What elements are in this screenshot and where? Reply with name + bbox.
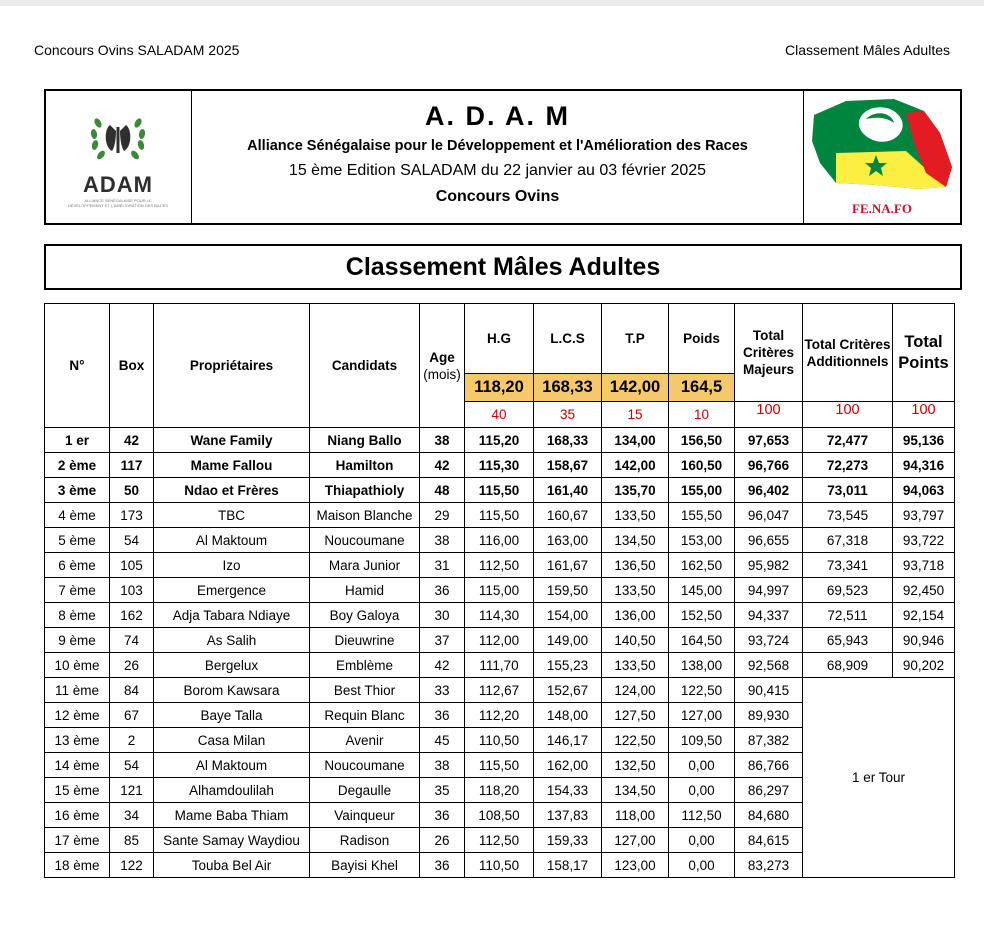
cell-owner: Casa Milan [154,728,310,753]
cell-tp: 142,00 [602,453,669,478]
weight-hg: 40 [465,402,534,428]
cell-hg: 115,50 [465,753,534,778]
cell-age: 33 [420,678,465,703]
cell-total-major: 84,680 [735,803,803,828]
cell-lcs: 155,23 [534,653,602,678]
cell-tp: 127,50 [602,703,669,728]
cell-age: 31 [420,553,465,578]
cell-age: 30 [420,603,465,628]
header-row [45,304,955,374]
cell-age: 36 [420,703,465,728]
weight-lcs: 35 [534,402,602,428]
table-row [45,503,955,528]
cell-lcs: 148,00 [534,703,602,728]
cell-age: 42 [420,453,465,478]
cell-rank: 12 ème [45,703,110,728]
cell-total-major: 96,766 [735,453,803,478]
cell-tp: 123,00 [602,853,669,878]
cell-candidate: Maison Blanche [310,503,420,528]
cell-age: 26 [420,828,465,853]
adam-logo [68,107,168,208]
cell-candidate: Degaulle [310,778,420,803]
edition-line: 15 ème Edition SALADAM du 22 janvier au 03 février 2025 [288,162,707,179]
cell-box: 34 [110,803,154,828]
cell-hg: 115,50 [465,503,534,528]
cell-total-major: 86,766 [735,753,803,778]
cell-total-major: 84,615 [735,828,803,853]
cell-candidate: Dieuwrine [310,628,420,653]
ranking-table [44,303,955,878]
cell-weight: 112,50 [669,803,735,828]
cell-lcs: 168,33 [534,428,602,453]
cell-rank: 6 ème [45,553,110,578]
cell-lcs: 154,00 [534,603,602,628]
cell-total-additional: 68,909 [803,653,893,678]
cell-hg: 115,50 [465,478,534,503]
standard-tp: 142,00 [602,374,669,402]
cell-tp: 132,50 [602,753,669,778]
cell-owner: Adja Tabara Ndiaye [154,603,310,628]
cell-total-major: 96,047 [735,503,803,528]
standard-lcs: 168,33 [534,374,602,402]
cell-weight: 122,50 [669,678,735,703]
cell-owner: Wane Family [154,428,310,453]
cell-candidate: Bayisi Khel [310,853,420,878]
cell-box: 42 [110,428,154,453]
cell-lcs: 152,67 [534,678,602,703]
cell-total-points: 90,202 [893,653,955,678]
adam-logo-text: ADAM [83,172,153,197]
cell-total-points: 90,946 [893,628,955,653]
org-header-text [192,91,803,223]
cell-hg: 112,50 [465,828,534,853]
cell-hg: 111,70 [465,653,534,678]
cell-weight: 127,00 [669,703,735,728]
cell-total-major: 83,273 [735,853,803,878]
cell-weight: 0,00 [669,753,735,778]
cell-tp: 127,00 [602,828,669,853]
first-round-label: 1 er Tour [803,678,955,878]
cell-candidate: Hamid [310,578,420,603]
cell-age: 35 [420,778,465,803]
cell-rank: 18 ème [45,853,110,878]
cell-box: 173 [110,503,154,528]
cell-age: 37 [420,628,465,653]
cell-total-major: 93,724 [735,628,803,653]
cell-total-additional: 73,545 [803,503,893,528]
cell-candidate: Noucoumane [310,528,420,553]
cell-total-points: 94,063 [893,478,955,503]
cell-age: 45 [420,728,465,753]
cell-total-major: 96,655 [735,528,803,553]
cell-rank: 15 ème [45,778,110,803]
cell-total-additional: 72,273 [803,453,893,478]
cell-total-additional: 65,943 [803,628,893,653]
cell-owner: Bergelux [154,653,310,678]
weight-weight: 10 [669,402,735,428]
cell-total-major: 86,297 [735,778,803,803]
cell-rank: 11 ème [45,678,110,703]
cell-rank: 8 ème [45,603,110,628]
adam-logo-cell [46,91,192,223]
cell-total-additional: 67,318 [803,528,893,553]
ranking-rows [45,428,955,878]
cell-owner: Alhamdoulilah [154,778,310,803]
cell-rank: 5 ème [45,528,110,553]
cell-total-major: 92,568 [735,653,803,678]
cell-age: 38 [420,528,465,553]
sheep-laurel-icon [88,107,148,169]
org-name: Alliance Sénégalaise pour le Développement et l'Amélioration des Races [247,138,748,154]
cell-box: 121 [110,778,154,803]
cell-lcs: 159,50 [534,578,602,603]
cell-candidate: Emblème [310,653,420,678]
cell-total-major: 96,402 [735,478,803,503]
cell-hg: 110,50 [465,853,534,878]
cell-box: 26 [110,653,154,678]
col-header-total-additional: Total Critères Additionnels [803,304,893,402]
adam-logo-subtext: ALLIANCE SÉNÉGALAISE POUR LE DÉVELOPPEMENT ET L'AMÉLIORATION DES RACES [68,198,168,208]
fenafo-logo-cell [803,91,960,223]
cell-lcs: 149,00 [534,628,602,653]
age-label: Age [429,349,455,365]
cell-weight: 160,50 [669,453,735,478]
cell-tp: 134,50 [602,778,669,803]
cell-candidate: Thiapathioly [310,478,420,503]
cell-total-points: 95,136 [893,428,955,453]
col-header-total-major: Total Critères Majeurs [735,304,803,402]
cell-age: 48 [420,478,465,503]
organization-header [44,89,962,225]
cell-candidate: Boy Galoya [310,603,420,628]
cell-candidate: Radison [310,828,420,853]
cell-rank: 3 ème [45,478,110,503]
table-row [45,628,955,653]
table-row [45,428,955,453]
cell-owner: As Salih [154,628,310,653]
cell-box: 84 [110,678,154,703]
cell-tp: 135,70 [602,478,669,503]
cell-box: 162 [110,603,154,628]
col-header-age [420,304,465,428]
cell-age: 42 [420,653,465,678]
running-header-left: Concours Ovins SALADAM 2025 [34,42,240,58]
cell-hg: 108,50 [465,803,534,828]
cell-rank: 14 ème [45,753,110,778]
cell-hg: 115,00 [465,578,534,603]
max-total-points: 100 [893,402,955,428]
cell-weight: 162,50 [669,553,735,578]
cell-candidate: Hamilton [310,453,420,478]
weight-tp: 15 [602,402,669,428]
cell-box: 67 [110,703,154,728]
cell-owner: Touba Bel Air [154,853,310,878]
cell-hg: 112,50 [465,553,534,578]
top-strip [0,0,984,6]
cell-lcs: 162,00 [534,753,602,778]
cell-owner: Al Maktoum [154,528,310,553]
cell-total-additional: 72,511 [803,603,893,628]
cell-tp: 124,00 [602,678,669,703]
cell-rank: 9 ème [45,628,110,653]
cell-total-major: 94,997 [735,578,803,603]
cell-tp: 134,00 [602,428,669,453]
table-row [45,678,955,703]
standard-weight: 164,5 [669,374,735,402]
cell-owner: Izo [154,553,310,578]
cell-lcs: 137,83 [534,803,602,828]
cell-box: 85 [110,828,154,853]
cell-weight: 155,00 [669,478,735,503]
cell-rank: 13 ème [45,728,110,753]
cell-weight: 153,00 [669,528,735,553]
cell-rank: 1 er [45,428,110,453]
cell-box: 117 [110,453,154,478]
cell-rank: 17 ème [45,828,110,853]
cell-total-major: 97,653 [735,428,803,453]
cell-total-points: 92,154 [893,603,955,628]
cell-age: 36 [420,578,465,603]
cell-weight: 0,00 [669,853,735,878]
cell-total-major: 94,337 [735,603,803,628]
cell-total-major: 87,382 [735,728,803,753]
cell-hg: 112,67 [465,678,534,703]
cell-age: 38 [420,753,465,778]
col-header-lcs: L.C.S [534,304,602,374]
cell-hg: 115,30 [465,453,534,478]
cell-lcs: 161,67 [534,553,602,578]
cell-tp: 118,00 [602,803,669,828]
cell-box: 122 [110,853,154,878]
col-header-weight: Poids [669,304,735,374]
cell-rank: 2 ème [45,453,110,478]
standard-hg: 118,20 [465,374,534,402]
cell-lcs: 158,67 [534,453,602,478]
cell-lcs: 163,00 [534,528,602,553]
col-header-box: Box [110,304,154,428]
cell-owner: Mame Baba Thiam [154,803,310,828]
ranking-table-wrapper [44,303,955,878]
cell-owner: Mame Fallou [154,453,310,478]
cell-lcs: 154,33 [534,778,602,803]
cell-owner: TBC [154,503,310,528]
col-header-hg: H.G [465,304,534,374]
cell-total-additional: 72,477 [803,428,893,453]
cell-tp: 122,50 [602,728,669,753]
section-title: Classement Mâles Adultes [44,244,962,290]
cell-weight: 156,50 [669,428,735,453]
cell-total-major: 89,930 [735,703,803,728]
cell-tp: 133,50 [602,653,669,678]
cell-tp: 136,50 [602,553,669,578]
cell-candidate: Best Thior [310,678,420,703]
cell-candidate: Noucoumane [310,753,420,778]
cell-candidate: Vainqueur [310,803,420,828]
cell-total-points: 92,450 [893,578,955,603]
cell-total-additional: 73,341 [803,553,893,578]
table-row [45,453,955,478]
cell-lcs: 146,17 [534,728,602,753]
cell-total-points: 93,797 [893,503,955,528]
max-total-major: 100 [735,402,803,428]
org-title: A. D. A. M [425,101,570,131]
cell-rank: 4 ème [45,503,110,528]
cell-lcs: 158,17 [534,853,602,878]
cell-weight: 164,50 [669,628,735,653]
cell-weight: 155,50 [669,503,735,528]
cell-box: 54 [110,753,154,778]
cell-box: 54 [110,528,154,553]
cell-weight: 0,00 [669,828,735,853]
cell-age: 29 [420,503,465,528]
senegal-map-icon [806,93,956,199]
cell-total-points: 93,718 [893,553,955,578]
cell-weight: 0,00 [669,778,735,803]
cell-total-points: 93,722 [893,528,955,553]
cell-owner: Sante Samay Waydiou [154,828,310,853]
col-header-candidates: Candidats [310,304,420,428]
cell-owner: Emergence [154,578,310,603]
cell-box: 103 [110,578,154,603]
cell-owner: Ndao et Frères [154,478,310,503]
cell-total-points: 94,316 [893,453,955,478]
cell-hg: 110,50 [465,728,534,753]
cell-hg: 114,30 [465,603,534,628]
cell-rank: 7 ème [45,578,110,603]
cell-owner: Al Maktoum [154,753,310,778]
running-header-right: Classement Mâles Adultes [785,42,950,58]
age-unit: (mois) [423,366,461,382]
table-row [45,603,955,628]
cell-candidate: Requin Blanc [310,703,420,728]
table-row [45,478,955,503]
max-total-additional: 100 [803,402,893,428]
cell-total-additional: 69,523 [803,578,893,603]
cell-weight: 109,50 [669,728,735,753]
cell-rank: 16 ème [45,803,110,828]
cell-age: 36 [420,853,465,878]
cell-lcs: 161,40 [534,478,602,503]
cell-box: 74 [110,628,154,653]
cell-weight: 152,50 [669,603,735,628]
cell-tp: 140,50 [602,628,669,653]
cell-total-major: 90,415 [735,678,803,703]
contest-name: Concours Ovins [435,188,560,205]
cell-rank: 10 ème [45,653,110,678]
col-header-owners: Propriétaires [154,304,310,428]
col-header-tp: T.P [602,304,669,374]
cell-tp: 133,50 [602,503,669,528]
fenafo-logo-text: FE.NA.FO [852,201,912,216]
cell-age: 38 [420,428,465,453]
cell-box: 2 [110,728,154,753]
cell-hg: 118,20 [465,778,534,803]
table-row [45,528,955,553]
cell-lcs: 159,33 [534,828,602,853]
cell-tp: 133,50 [602,578,669,603]
cell-owner: Baye Talla [154,703,310,728]
cell-box: 50 [110,478,154,503]
cell-box: 105 [110,553,154,578]
table-row [45,653,955,678]
col-header-rank: N° [45,304,110,428]
cell-age: 36 [420,803,465,828]
cell-total-additional: 73,011 [803,478,893,503]
cell-owner: Borom Kawsara [154,678,310,703]
cell-lcs: 160,67 [534,503,602,528]
cell-hg: 115,20 [465,428,534,453]
cell-weight: 138,00 [669,653,735,678]
cell-candidate: Mara Junior [310,553,420,578]
cell-weight: 145,00 [669,578,735,603]
col-header-total-points: Total Points [893,304,955,402]
cell-candidate: Avenir [310,728,420,753]
cell-total-major: 95,982 [735,553,803,578]
table-row [45,578,955,603]
cell-hg: 116,00 [465,528,534,553]
table-row [45,553,955,578]
cell-tp: 134,50 [602,528,669,553]
cell-tp: 136,00 [602,603,669,628]
cell-candidate: Niang Ballo [310,428,420,453]
cell-hg: 112,00 [465,628,534,653]
cell-hg: 112,20 [465,703,534,728]
